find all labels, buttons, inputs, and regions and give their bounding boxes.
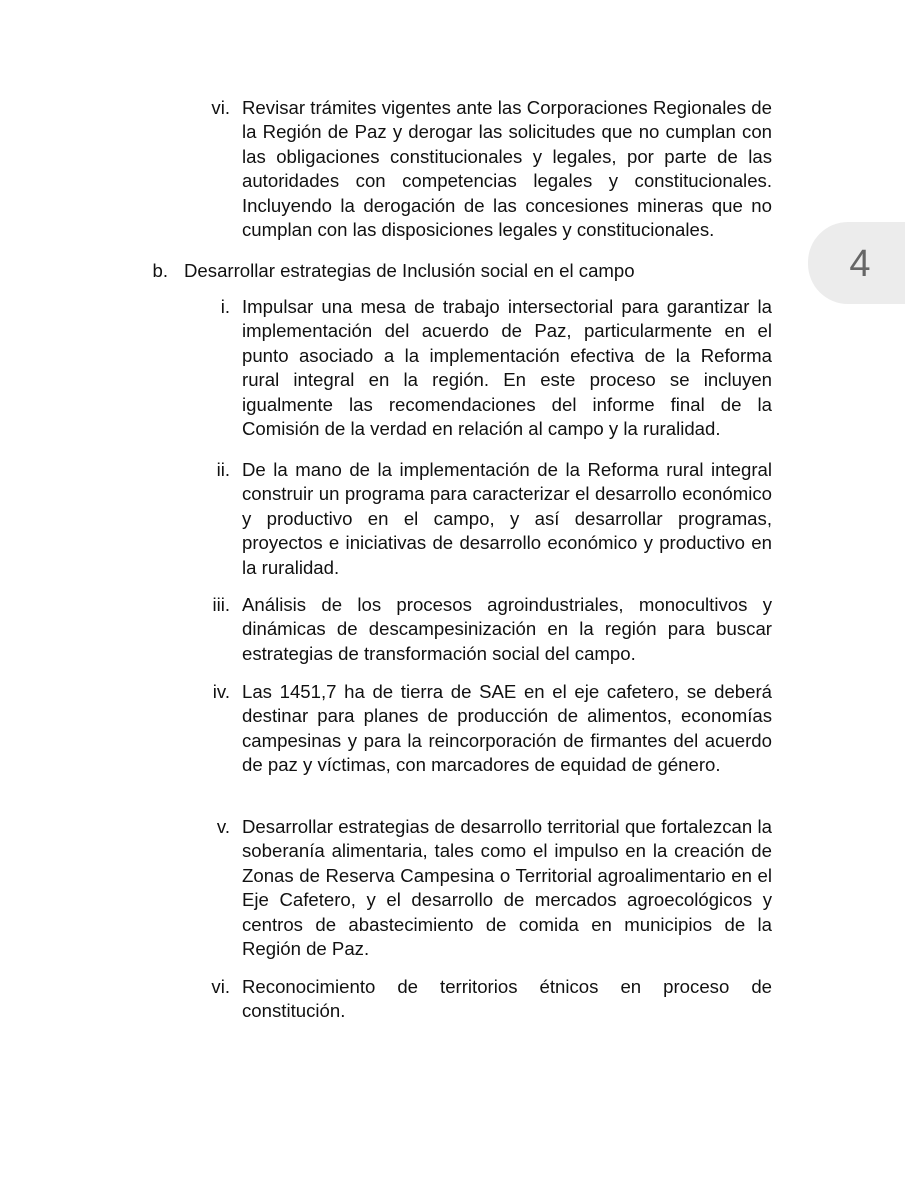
section-b-letter: b. — [152, 260, 168, 281]
item-v-text: Desarrollar estrategias de desarrollo territorial que fortalezcan la soberanía alimentaria, tales como el impulso en la creación de Zonas de Reserva Campesina o Territorial agroalimentario en el Eje Cafetero, y el desarrollo de mercados agroecológicos y centros de abastecimiento de comida en municipios de la Región de Paz. — [242, 816, 772, 960]
item-ii-text: De la mano de la implementación de la Reforma rural integral construir un programa para caracterizar el desarrollo económico y productivo en el campo, y así desarrollar programas, proyectos e iniciativas de desarrollo económico y productivo en la ruralidad. — [242, 459, 772, 578]
item-ii-numeral: ii. — [216, 459, 230, 480]
section-b-title: Desarrollar estrategias de Inclusión social en el campo — [184, 260, 635, 281]
top-item-text: Revisar trámites vigentes ante las Corporaciones Regionales de la Región de Paz y derogar las solicitudes que no cumplan con las obligaciones constitucionales y legales, por parte de las autoridades con competencias legales y constitucionales. Incluyendo la derogación de las concesiones mineras que no cumplan con las disposiciones legales y constitucionales. — [242, 97, 772, 241]
item-iv-numeral: iv. — [212, 681, 230, 702]
item-vi-numeral: vi. — [211, 976, 230, 997]
item-vi-text: Reconocimiento de territorios étnicos en proceso de constitución. — [242, 976, 772, 1022]
item-i-numeral: i. — [220, 296, 230, 317]
page-number: 4 — [849, 243, 871, 285]
item-iv-text: Las 1451,7 ha de tierra de SAE en el eje cafetero, se deberá destinar para planes de producción de alimentos, economías campesinas y para la reincorporación de firmantes del acuerdo de paz y víctimas, con marcadores de equidad de género. — [242, 681, 772, 776]
top-item-numeral: vi. — [211, 97, 230, 118]
item-i-text: Impulsar una mesa de trabajo intersectorial para garantizar la implementación del acuerdo de Paz, particularmente en el punto asociado a la implementación efectiva de la Reforma rural integral en la región. En este proceso se incluyen igualmente las recomendaciones del informe final de la Comisión de la verdad en relación al campo y la ruralidad. — [242, 296, 772, 440]
item-v-numeral: v. — [216, 816, 230, 837]
item-iii-numeral: iii. — [212, 594, 230, 615]
item-iii-text: Análisis de los procesos agroindustriales, monocultivos y dinámicas de descampesinización en la región para buscar estrategias de transformación social del campo. — [242, 594, 772, 664]
